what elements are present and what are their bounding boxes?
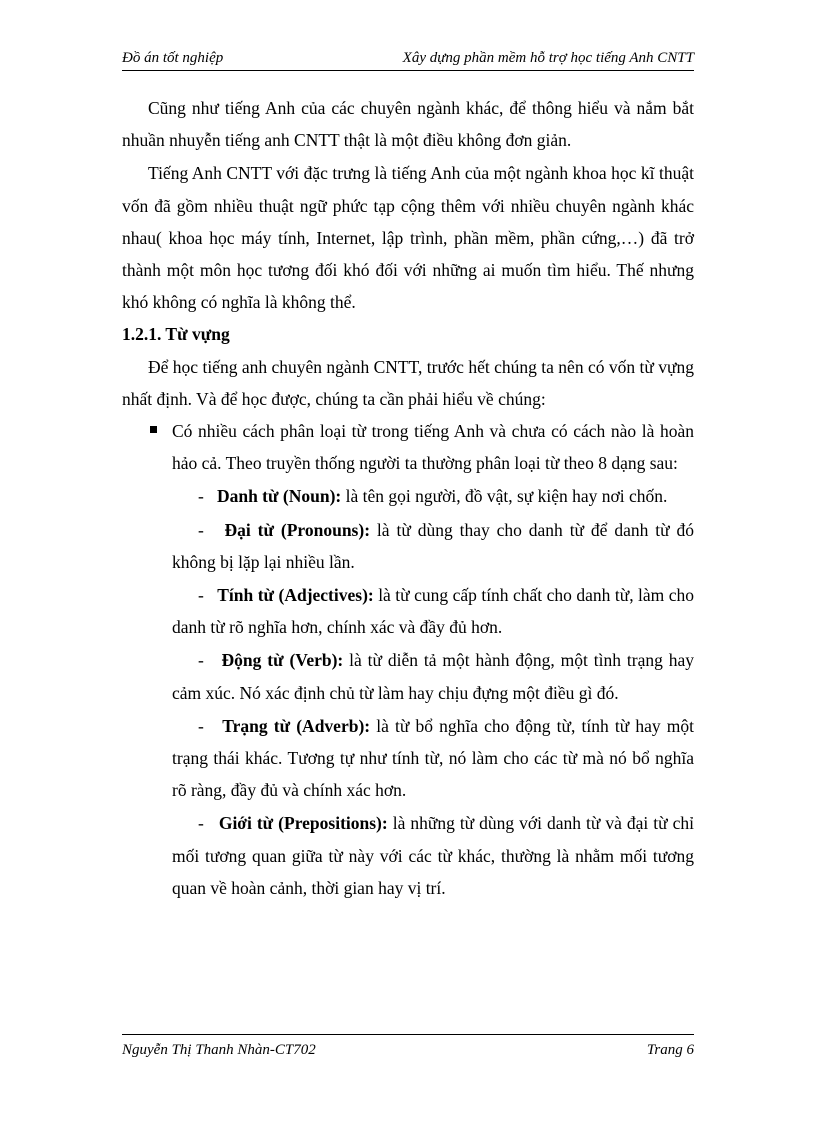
dash: -	[198, 519, 204, 540]
word-type-term: Tính từ (Adjectives):	[217, 585, 374, 606]
page-content	[122, 92, 694, 904]
word-type-description: là từ cung cấp tính chất cho danh từ, làm cho danh từ rõ nghĩa hơn, chính xác và đầy đủ hơn.	[172, 585, 695, 638]
dash: -	[198, 486, 204, 507]
bullet-text: Có nhiều cách phân loại từ trong tiếng Anh và chưa có cách nào là hoàn hảo cả. Theo truyền thống người ta thường phân loại từ theo 8 dạng sau:	[172, 421, 694, 474]
word-type-description: là từ diễn tả một hành động, một tình trạng hay cảm xúc. Nó xác định chủ từ làm hay chịu đựng một điều gì đó.	[172, 650, 695, 703]
word-type-item	[122, 710, 694, 807]
word-type-item	[122, 514, 694, 578]
page-footer	[122, 1034, 694, 1061]
paragraph: Tiếng Anh CNTT với đặc trưng là tiếng Anh của một ngành khoa học kĩ thuật vốn đã gồm nhiều thuật ngữ phức tạp cộng thêm với nhiều chuyên ngành khác nhau( khoa học máy tính, Internet, lập trình, phần mềm, phần cứng,…) đã trở thành một môn học tương đối khó đối với những ai muốn tìm hiểu. Thế nhưng khó không có nghĩa là không thể.	[122, 163, 694, 313]
word-type-item	[122, 807, 694, 904]
word-type-term: Giới từ (Prepositions):	[218, 813, 388, 834]
paragraph: Cũng như tiếng Anh của các chuyên ngành khác, để thông hiểu và nắm bắt nhuần nhuyễn tiếng anh CNTT thật là một điều không đơn giản.	[122, 98, 694, 151]
dash: -	[198, 650, 204, 671]
word-type-term: Đại từ (Pronouns):	[224, 519, 371, 540]
dash: -	[198, 585, 204, 606]
section-intro: Để học tiếng anh chuyên ngành CNTT, trước hết chúng ta nên có vốn từ vựng nhất định. Và để học được, chúng ta cần phải hiểu về chúng:	[122, 356, 694, 409]
dash: -	[198, 813, 204, 834]
footer-author: Nguyễn Thị Thanh Nhàn-CT702	[122, 1042, 316, 1058]
word-type-term: Danh từ (Noun):	[216, 486, 342, 507]
header-project-title: Xây dựng phần mềm hỗ trợ học tiếng Anh CNTT	[402, 50, 694, 66]
section-heading: 1.2.1. Từ vựng	[122, 324, 230, 345]
word-type-description: là tên gọi người, đồ vật, sự kiện hay nơi chốn.	[341, 486, 668, 507]
word-type-term: Động từ (Verb):	[221, 650, 344, 671]
word-type-term: Trạng từ (Adverb):	[222, 715, 371, 736]
header-document-type: Đồ án tốt nghiệp	[122, 50, 224, 66]
word-type-item	[122, 644, 694, 708]
word-type-item	[122, 480, 694, 512]
word-type-description: là từ bổ nghĩa cho động từ, tính từ hay một trạng thái khác. Tương tự như tính từ, nó làm cho các từ mà nó bổ nghĩa rõ ràng, đầy đủ và chính xác hơn.	[172, 715, 695, 801]
page-header	[122, 50, 694, 71]
word-type-description: là từ dùng thay cho danh từ để danh từ đó không bị lặp lại nhiều lần.	[172, 519, 695, 572]
footer-page-number: Trang 6	[646, 1042, 694, 1058]
word-type-description: là những từ dùng với danh từ và đại từ chỉ mối tương quan giữa từ này với các từ khác, thường là nhằm mối tương quan về hoàn cảnh, thời gian hay vị trí.	[172, 813, 695, 898]
dash: -	[198, 715, 204, 736]
word-type-item	[122, 579, 694, 643]
bullet-item	[122, 415, 694, 479]
square-bullet-icon	[150, 426, 157, 433]
